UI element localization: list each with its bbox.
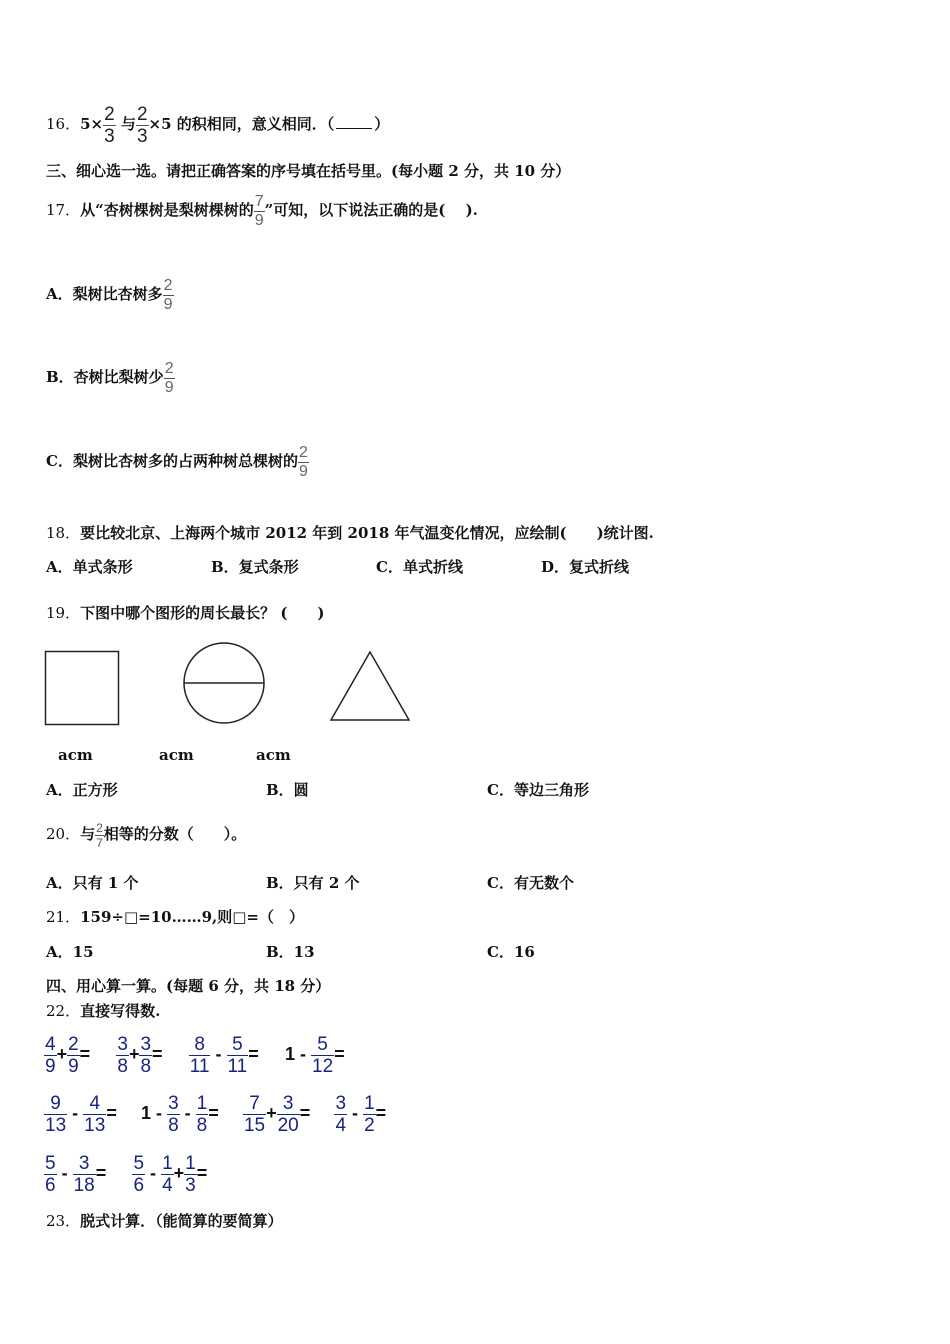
fraction: $\frac{1}{4}$ bbox=[162, 1153, 173, 1196]
fraction: $\frac{4}{13}$ bbox=[84, 1093, 106, 1136]
fraction: $\frac{5}{11}$ bbox=[227, 1034, 248, 1077]
fraction: $\frac{3}{8}$ bbox=[117, 1034, 128, 1077]
option-21-a[interactable]: A．15 bbox=[46, 943, 94, 961]
fraction: $\frac{3}{8}$ bbox=[140, 1034, 152, 1077]
question-number: 22． bbox=[46, 1002, 81, 1020]
triangle-figure bbox=[328, 648, 414, 724]
question-17: 17．从“杏树棵树是梨树棵树的 $\frac{7}{9}$ ”可知，以下说法正确的是( ). bbox=[46, 192, 478, 229]
question-22: 22．直接写得数. bbox=[46, 1002, 161, 1020]
shape-label: acm bbox=[58, 746, 93, 764]
fraction: $\frac{2}{3}$ bbox=[104, 103, 115, 147]
question-number: 16． bbox=[46, 115, 81, 133]
option-17-a[interactable]: A．梨树比杏树多 $\frac{2}{9}$ bbox=[46, 276, 173, 313]
question-number: 17． bbox=[46, 201, 81, 219]
option-21-b[interactable]: B．13 bbox=[266, 943, 315, 961]
question-number: 23． bbox=[46, 1212, 81, 1230]
section-heading-3: 三、细心选一选。请把正确答案的序号填在括号里。(每小题 2 分，共 10 分） bbox=[46, 162, 571, 180]
fraction: $\frac{5}{6}$ bbox=[45, 1153, 56, 1196]
fraction: $\frac{1}{3}$ bbox=[185, 1153, 196, 1196]
fraction: $\frac{3}{18}$ bbox=[73, 1153, 95, 1196]
shape-label: acm bbox=[159, 746, 194, 764]
fraction: $\frac{3}{4}$ bbox=[335, 1093, 347, 1136]
fraction: $\frac{2}{9}$ bbox=[298, 443, 308, 480]
calc-row-1: $\frac{4}{9}$ + $\frac{2}{9}$ = $\frac{3}{8}$ + $\frac{3}{8}$ = $\frac{8}{11}$ - $\frac{5}{11}$ = 1 - $\frac{5}{12}$ = bbox=[45, 1034, 345, 1077]
fraction: $\frac{5}{12}$ bbox=[312, 1034, 334, 1077]
question-23: 23．脱式计算．（能简算的要简算） bbox=[46, 1212, 283, 1230]
fraction: $\frac{2}{3}$ bbox=[136, 103, 148, 147]
fraction: $\frac{1}{8}$ bbox=[196, 1093, 208, 1136]
question-number: 20． bbox=[46, 825, 81, 843]
fraction: $\frac{7}{15}$ bbox=[243, 1093, 266, 1136]
fraction: $\frac{2}{9}$ bbox=[68, 1034, 79, 1077]
fraction: $\frac{7}{9}$ bbox=[254, 192, 264, 229]
fraction: $\frac{3}{20}$ bbox=[277, 1093, 299, 1136]
fraction: $\frac{2}{7}$ bbox=[96, 820, 103, 850]
option-20-c[interactable]: C．有无数个 bbox=[487, 874, 574, 892]
option-19-b[interactable]: B．圆 bbox=[266, 781, 309, 799]
question-18: 18．要比较北京、上海两个城市 2012 年到 2018 年气温变化情况，应绘制( )统计图. bbox=[46, 524, 654, 542]
question-number: 21． bbox=[46, 908, 81, 926]
square-figure bbox=[44, 650, 122, 728]
option-17-c[interactable]: C．梨树比杏树多的占两种树总棵树的 $\frac{2}{9}$ bbox=[46, 443, 308, 480]
option-20-b[interactable]: B．只有 2 个 bbox=[266, 874, 360, 892]
question-number: 19． bbox=[46, 604, 81, 622]
shape-label: acm bbox=[256, 746, 291, 764]
fraction: $\frac{5}{6}$ bbox=[133, 1153, 145, 1196]
fraction: $\frac{2}{9}$ bbox=[163, 276, 173, 313]
option-19-a[interactable]: A．正方形 bbox=[46, 781, 118, 799]
option-19-c[interactable]: C．等边三角形 bbox=[487, 781, 589, 799]
question-19: 19．下图中哪个图形的周长最长？ ( ) bbox=[46, 604, 325, 622]
section-heading-4: 四、用心算一算。(每题 6 分，共 18 分） bbox=[46, 977, 331, 995]
question-16: 16．5× $\frac{2}{3}$ 与 $\frac{2}{3}$ ×5 的积相同，意义相同．（ ） bbox=[46, 103, 390, 147]
fraction: $\frac{2}{9}$ bbox=[164, 359, 174, 396]
option-17-b[interactable]: B．杏树比梨树少 $\frac{2}{9}$ bbox=[46, 359, 174, 396]
fraction: $\frac{9}{13}$ bbox=[45, 1093, 67, 1136]
question-number: 18． bbox=[46, 524, 81, 542]
option-18-b[interactable]: B．复式条形 bbox=[211, 558, 299, 576]
option-18-d[interactable]: D．复式折线 bbox=[541, 558, 630, 576]
answer-blank[interactable] bbox=[336, 127, 372, 129]
fraction: $\frac{4}{9}$ bbox=[45, 1034, 56, 1077]
circle-figure bbox=[180, 640, 268, 726]
fraction: $\frac{8}{11}$ bbox=[189, 1034, 210, 1077]
calc-row-3: $\frac{5}{6}$ - $\frac{3}{18}$ = $\frac{5}{6}$ - $\frac{1}{4}$ + $\frac{1}{3}$ = bbox=[45, 1153, 208, 1196]
fraction: $\frac{1}{2}$ bbox=[364, 1093, 375, 1136]
calc-row-2: $\frac{9}{13}$ - $\frac{4}{13}$ = 1 - $\frac{3}{8}$ - $\frac{1}{8}$ = $\frac{7}{15}$ + $\frac{3}{20}$ = $\frac{3}{4}$ - $\frac{1}{2}$ = bbox=[45, 1093, 387, 1136]
question-21: 21．159÷□=10……9,则□=（ ） bbox=[46, 908, 304, 926]
option-18-a[interactable]: A．单式条形 bbox=[46, 558, 133, 576]
option-18-c[interactable]: C．单式折线 bbox=[376, 558, 463, 576]
option-20-a[interactable]: A．只有 1 个 bbox=[46, 874, 139, 892]
option-21-c[interactable]: C．16 bbox=[487, 943, 535, 961]
question-20: 20．与 $\frac{2}{7}$ 相等的分数（ ）。 bbox=[46, 820, 247, 850]
fraction: $\frac{3}{8}$ bbox=[168, 1093, 179, 1136]
